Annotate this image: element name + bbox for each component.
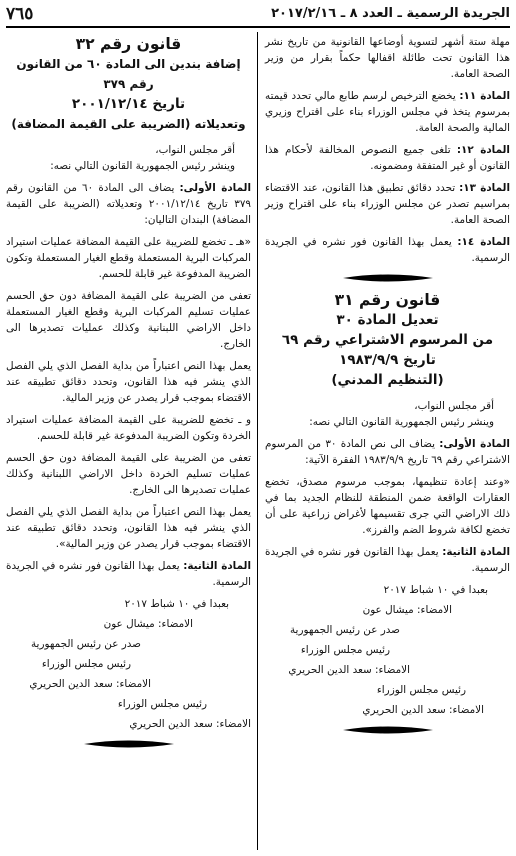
clause-paragraph: تعفى من الضريبة على القيمة المضافة دون حق الحسم عمليات تسليم المركبات البرية وقطع الغيار المستعملة داخل الاراضي اللبنانية وكذلك عمليات تصديرها الى الخارج. bbox=[6, 290, 251, 350]
official-title: رئيس مجلس الوزراء bbox=[376, 684, 466, 696]
article-1: المادة الأولى: يضاف الى المادة ٦٠ من القانون رقم ٣٧٩ تاريخ ٢٠٠١/١٢/١٤ وتعديلاته (الضريبة على القيمة المضافة) البندان التاليان: bbox=[6, 182, 252, 226]
law-title-line: تعديل المادة ٣٠ bbox=[336, 312, 439, 328]
article-1: المادة الأولى: يضاف الى نص المادة ٣٠ من المرسوم الاشتراعي رقم ٦٩ تاريخ ١٩٨٣/٩/٩ الفقرة الآتية: bbox=[265, 438, 510, 466]
article-12: المادة ١٢: تلغى جميع النصوص المخالفة لأحكام هذا القانون أو غير المتفقة ومضمونه. bbox=[265, 144, 510, 172]
law-number: قانون رقم ٣٢ bbox=[75, 35, 182, 53]
signature: الامضاء: سعد الدين الحريري bbox=[29, 678, 151, 690]
page-number: ٧٦٥ bbox=[6, 4, 34, 24]
enactment-line: أقر مجلس النواب، bbox=[155, 144, 235, 156]
law-date: تاريخ ١٩٨٣/٩/٩ bbox=[339, 352, 436, 368]
clause-paragraph: يعمل بهذا النص اعتباراً من بداية الفصل الذي يلي الفصل الذي ينشر فيه هذا القانون، وتحدد دقائق تطبيقه عند الاقتضاء بموجب قرار يصدر عن وزير المالية. bbox=[6, 360, 251, 404]
law-subject: وتعديلاته (الضريبة على القيمة المضافة) bbox=[11, 117, 246, 131]
article-13: المادة ١٣: تحدد دقائق تطبيق هذا القانون، عند الاقتضاء بمراسيم تصدر عن مجلس الوزراء بناء على اقتراح وزير الصحة العامة. bbox=[265, 182, 511, 226]
clause-paragraph: و ـ تخضع للضريبة على القيمة المضافة عمليات استيراد الخردة وتكون الضريبة المدفوعة غير قابلة للحسم. bbox=[6, 414, 251, 442]
signature: الامضاء: ميشال عون bbox=[362, 604, 452, 616]
promulgation-line: وينشر رئيس الجمهورية القانون التالي نصه: bbox=[309, 416, 494, 428]
article-2: المادة الثانية: يعمل بهذا القانون فور نشره في الجريدة الرسمية. bbox=[265, 546, 511, 574]
signature: الامضاء: سعد الدين الحريري bbox=[288, 664, 410, 676]
official-title: رئيس مجلس الوزراء bbox=[41, 658, 131, 670]
left-column bbox=[6, 34, 251, 756]
issued-by: صدر عن رئيس الجمهورية bbox=[30, 638, 141, 650]
separator-ornament bbox=[265, 272, 510, 288]
signing-date: بعبدا في ١٠ شباط ٢٠١٧ bbox=[383, 584, 488, 596]
paragraph: مهلة ستة أشهر لتسوية أوضاعها القانونية من تاريخ نشر هذا القانون تحت طائلة اقفالها حكماً بقرار من وزير الصحة العامة. bbox=[265, 36, 510, 80]
clause-paragraph: يعمل بهذا النص اعتباراً من بداية الفصل الذي يلي الفصل الذي ينشر فيه هذا القانون، وتحدد دقائق تطبيقه عند الاقتضاء بموجب قرار يصدر عن وزير المالية». bbox=[6, 506, 251, 550]
article-11: المادة ١١: يخضع الترخيص لرسم طابع مالي تحدد قيمته بمرسوم يتخذ في مجلس الوزراء بناء على اقتراح وزيري المالية والصحة العامة. bbox=[265, 90, 511, 134]
clause-paragraph: «هـ ـ تخضع للضريبة على القيمة المضافة عمليات استيراد المركبات البرية المستعملة وقطع الغيار المستعملة وتكون الضريبة المدفوعة غير قابلة للحسم. bbox=[6, 236, 251, 280]
column-divider bbox=[257, 32, 258, 850]
official-title: رئيس مجلس الوزراء bbox=[300, 644, 390, 656]
signature: الامضاء: سعد الدين الحريري bbox=[362, 704, 484, 716]
article-2: المادة الثانية: يعمل بهذا القانون فور نشره في الجريدة الرسمية. bbox=[6, 560, 252, 588]
quoted-text: «وعند إعادة تنظيمها، بموجب مرسوم مصدق، تخضع العقارات الواقعة ضمن المنطقة للنظام الجديد بما في ذلك الاراضي التي جرى تقسيمها لأغراض زراعية على أن تخضع لكافة شروط الضم والفرز». bbox=[265, 476, 510, 536]
article-14: المادة ١٤: يعمل بهذا القانون فور نشره في الجريدة الرسمية. bbox=[265, 236, 511, 264]
law-date: تاريخ ٢٠٠١/١٢/١٤ bbox=[71, 96, 186, 112]
page-header bbox=[6, 4, 510, 28]
law-number: قانون رقم ٣١ bbox=[334, 291, 441, 309]
separator-ornament bbox=[265, 724, 510, 740]
publication-title: الجريدة الرسمية ـ العدد ٨ ـ ٢٠١٧/٢/١٦ bbox=[271, 6, 510, 21]
law-subject: (التنظيم المدني) bbox=[331, 372, 444, 388]
separator-ornament bbox=[6, 738, 251, 754]
promulgation-line: وينشر رئيس الجمهورية القانون التالي نصه: bbox=[50, 160, 235, 172]
issued-by: صدر عن رئيس الجمهورية bbox=[289, 624, 400, 636]
law-title-line: من المرسوم الاشتراعي رقم ٦٩ bbox=[281, 332, 494, 348]
official-title: رئيس مجلس الوزراء bbox=[117, 698, 207, 710]
signature: الامضاء: سعد الدين الحريري bbox=[129, 718, 251, 730]
signing-date: بعبدا في ١٠ شباط ٢٠١٧ bbox=[124, 598, 229, 610]
right-column bbox=[265, 34, 510, 742]
law-title-line: إضافة بندين الى المادة ٦٠ من القانون رقم ٣٧٩ bbox=[16, 57, 241, 91]
clause-paragraph: تعفى من الضريبة على القيمة المضافة دون حق الحسم عمليات تسليم الخردة داخل الاراضي اللبنانية وكذلك عمليات تصديرها الى الخارج. bbox=[6, 452, 251, 496]
enactment-line: أقر مجلس النواب، bbox=[414, 400, 494, 412]
signature: الامضاء: ميشال عون bbox=[103, 618, 193, 630]
